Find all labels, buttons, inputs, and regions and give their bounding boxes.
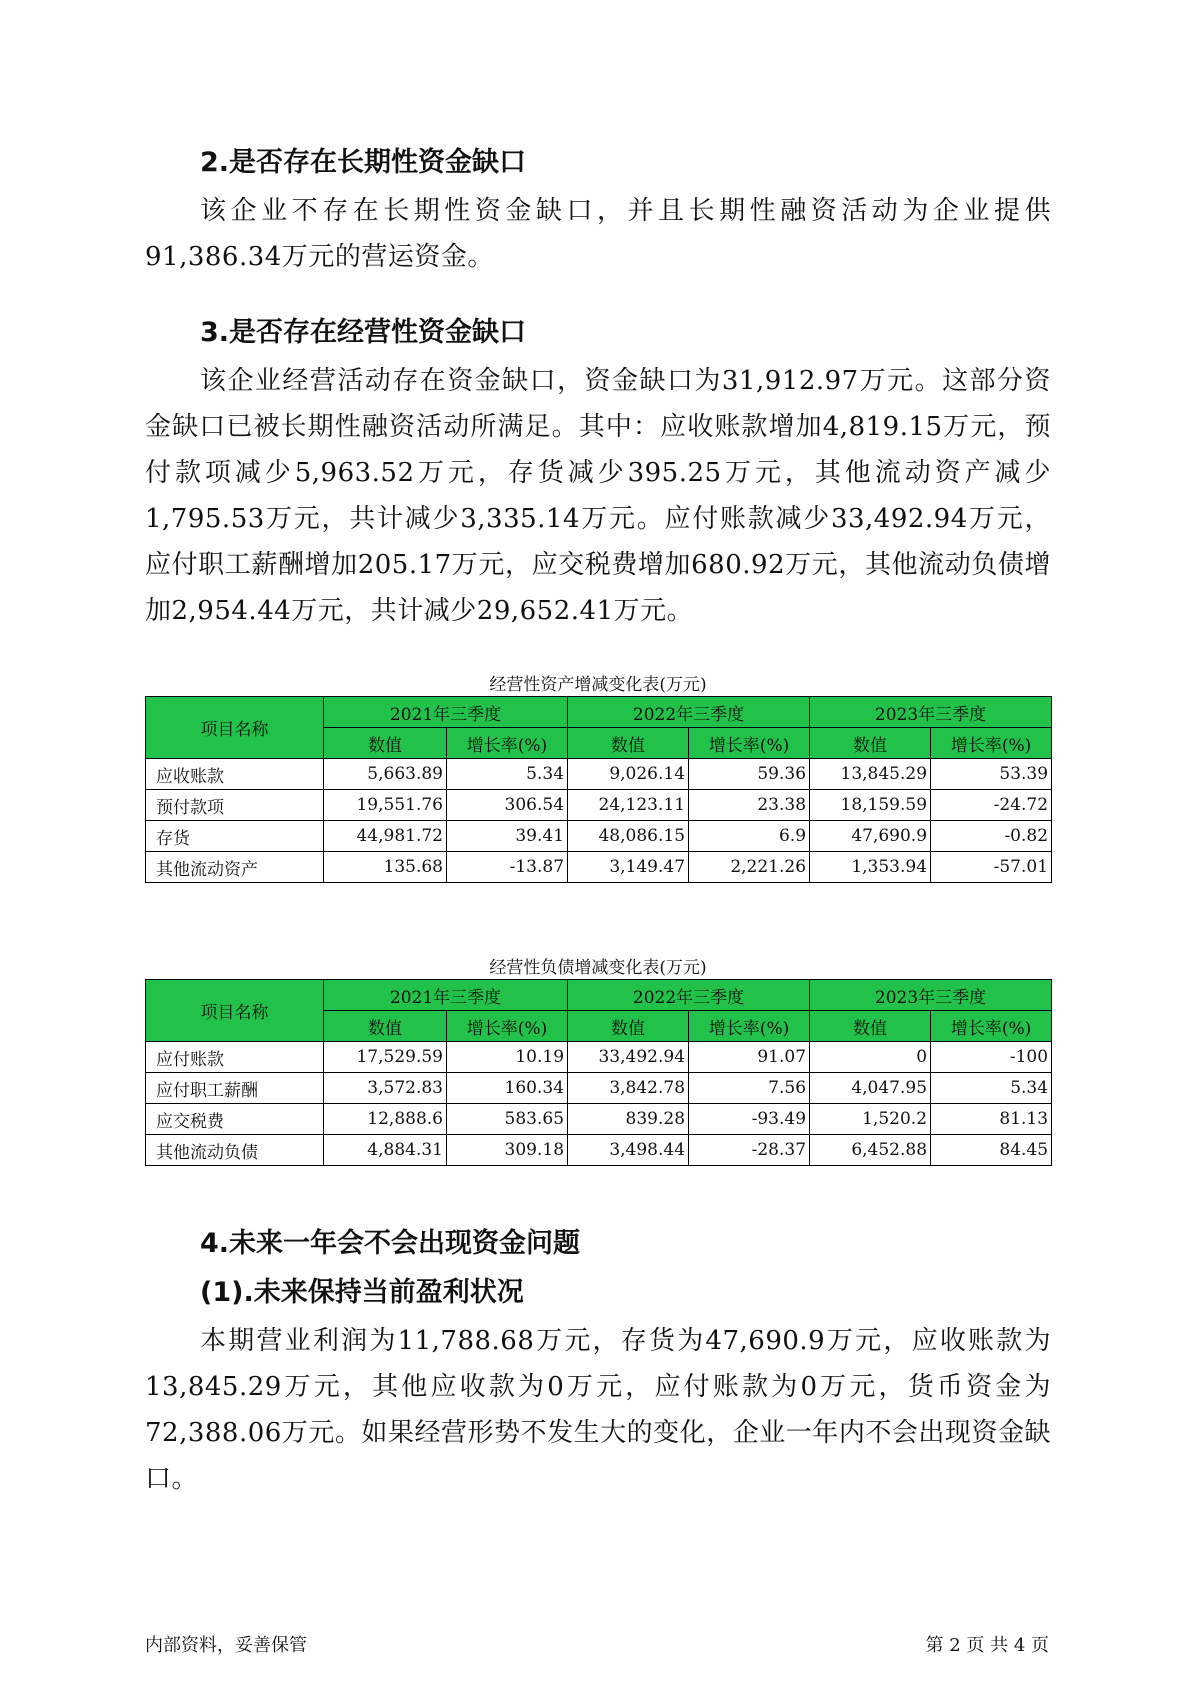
growth-rate-cell: -57.01: [931, 852, 1052, 883]
section2-paragraph: 该企业不存在长期性资金缺口，并且长期性融资活动为企业提供91,386.34万元的营运资金。: [145, 196, 1051, 272]
row-item-name: 预付款项: [146, 790, 324, 821]
period-header: 2023年三季度: [810, 697, 1052, 728]
item-name-header: 项目名称: [146, 980, 324, 1042]
value-cell: 4,884.31: [324, 1135, 447, 1166]
growth-rate-cell: 7.56: [689, 1073, 810, 1104]
table-row: [146, 852, 1052, 883]
growth-rate-cell: 10.19: [447, 1042, 568, 1073]
value-cell: 6,452.88: [810, 1135, 931, 1166]
value-header: 数值: [568, 1011, 689, 1042]
value-cell: 3,572.83: [324, 1073, 447, 1104]
growth-rate-cell: -24.72: [931, 790, 1052, 821]
table-row: [146, 1073, 1052, 1104]
item-name-header: 项目名称: [146, 697, 324, 759]
row-item-name: 应付职工薪酬: [146, 1073, 324, 1104]
growth-rate-cell: 2,221.26: [689, 852, 810, 883]
value-header: 数值: [810, 1011, 931, 1042]
value-cell: 44,981.72: [324, 821, 447, 852]
value-cell: 24,123.11: [568, 790, 689, 821]
section3-paragraph: 该企业经营活动存在资金缺口，资金缺口为31,912.97万元。这部分资金缺口已被长期性融资活动所满足。其中：应收账款增加4,819.15万元，预付款项减少5,963.52万元，存货减少395.25万元，其他流动资产减少1,795.53万元，共计减少3,335.14万元。应付账款减少33,492.94万元，应付职工薪酬增加205.17万元，应交税费增加680.92万元，其他流动负债增加2,954.44万元，共计减少29,652.41万元。: [145, 366, 1051, 626]
value-cell: 33,492.94: [568, 1042, 689, 1073]
growth-rate-cell: 583.65: [447, 1104, 568, 1135]
section4-heading: 4.未来一年会不会出现资金问题: [200, 1228, 581, 1259]
value-cell: 9,026.14: [568, 759, 689, 790]
value-cell: 19,551.76: [324, 790, 447, 821]
growth-rate-cell: 39.41: [447, 821, 568, 852]
value-cell: 1,520.2: [810, 1104, 931, 1135]
value-cell: 48,086.15: [568, 821, 689, 852]
period-header: 2022年三季度: [568, 697, 810, 728]
growth-rate-cell: -13.87: [447, 852, 568, 883]
value-header: 数值: [810, 728, 931, 759]
table1-caption: 经营性资产增减变化表(万元): [489, 675, 707, 695]
growth-rate-header: 增长率(%): [931, 1011, 1052, 1042]
period-header: 2023年三季度: [810, 980, 1052, 1011]
growth-rate-cell: 5.34: [447, 759, 568, 790]
table-row: [146, 1135, 1052, 1166]
row-item-name: 应交税费: [146, 1104, 324, 1135]
growth-rate-cell: 5.34: [931, 1073, 1052, 1104]
value-cell: 3,149.47: [568, 852, 689, 883]
growth-rate-cell: 53.39: [931, 759, 1052, 790]
row-item-name: 应付账款: [146, 1042, 324, 1073]
growth-rate-cell: -100: [931, 1042, 1052, 1073]
growth-rate-cell: 84.45: [931, 1135, 1052, 1166]
growth-rate-header: 增长率(%): [931, 728, 1052, 759]
growth-rate-header: 增长率(%): [447, 1011, 568, 1042]
growth-rate-header: 增长率(%): [447, 728, 568, 759]
growth-rate-cell: 160.34: [447, 1073, 568, 1104]
growth-rate-cell: 306.54: [447, 790, 568, 821]
liabilities-change-table: [145, 979, 1052, 1166]
growth-rate-cell: 59.36: [689, 759, 810, 790]
section3-heading: 3.是否存在经营性资金缺口: [200, 317, 527, 348]
value-cell: 1,353.94: [810, 852, 931, 883]
growth-rate-cell: 81.13: [931, 1104, 1052, 1135]
section2-heading: 2.是否存在长期性资金缺口: [200, 147, 527, 178]
footer-confidential-note: 内部资料，妥善保管: [145, 1635, 307, 1656]
section4-subheading: (1).未来保持当前盈利状况: [200, 1277, 524, 1308]
value-header: 数值: [324, 728, 447, 759]
value-cell: 3,842.78: [568, 1073, 689, 1104]
row-item-name: 应收账款: [146, 759, 324, 790]
growth-rate-cell: 91.07: [689, 1042, 810, 1073]
row-item-name: 存货: [146, 821, 324, 852]
value-cell: 135.68: [324, 852, 447, 883]
table-row: [146, 790, 1052, 821]
value-cell: 17,529.59: [324, 1042, 447, 1073]
table-row: [146, 1042, 1052, 1073]
period-header: 2021年三季度: [324, 697, 568, 728]
value-cell: 12,888.6: [324, 1104, 447, 1135]
growth-rate-cell: 23.38: [689, 790, 810, 821]
growth-rate-cell: -93.49: [689, 1104, 810, 1135]
value-cell: 3,498.44: [568, 1135, 689, 1166]
row-item-name: 其他流动资产: [146, 852, 324, 883]
table-row: [146, 1104, 1052, 1135]
section4-paragraph: 本期营业利润为11,788.68万元，存货为47,690.9万元，应收账款为13,845.29万元，其他应收款为0万元，应付账款为0万元，货币资金为72,388.06万元。如果经营形势不发生大的变化，企业一年内不会出现资金缺口。: [145, 1326, 1051, 1494]
table-row: [146, 759, 1052, 790]
value-cell: 839.28: [568, 1104, 689, 1135]
growth-rate-cell: 309.18: [447, 1135, 568, 1166]
value-header: 数值: [568, 728, 689, 759]
value-cell: 0: [810, 1042, 931, 1073]
value-header: 数值: [324, 1011, 447, 1042]
period-header: 2022年三季度: [568, 980, 810, 1011]
table2-caption: 经营性负债增减变化表(万元): [489, 958, 707, 978]
table-row: [146, 821, 1052, 852]
growth-rate-cell: 6.9: [689, 821, 810, 852]
growth-rate-cell: -28.37: [689, 1135, 810, 1166]
growth-rate-header: 增长率(%): [689, 728, 810, 759]
value-cell: 5,663.89: [324, 759, 447, 790]
footer-page-number: 第 2 页 共 4 页: [925, 1635, 1049, 1656]
growth-rate-header: 增长率(%): [689, 1011, 810, 1042]
period-header: 2021年三季度: [324, 980, 568, 1011]
row-item-name: 其他流动负债: [146, 1135, 324, 1166]
assets-change-table: [145, 696, 1052, 883]
value-cell: 18,159.59: [810, 790, 931, 821]
growth-rate-cell: -0.82: [931, 821, 1052, 852]
value-cell: 47,690.9: [810, 821, 931, 852]
value-cell: 4,047.95: [810, 1073, 931, 1104]
value-cell: 13,845.29: [810, 759, 931, 790]
